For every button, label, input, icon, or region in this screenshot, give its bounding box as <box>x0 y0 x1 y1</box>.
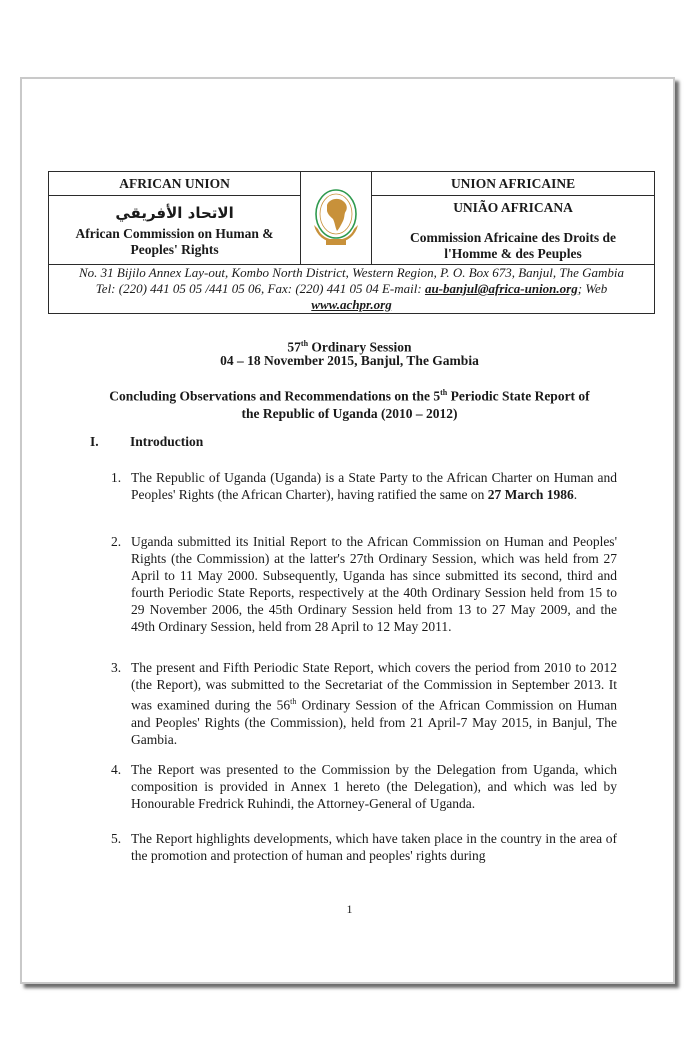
arabic-title: الاتحاد الأفريقي <box>115 204 234 222</box>
paragraph-5: 5. The Report highlights developments, which have taken place in the country in the area of the promotion and protection of human and peoples' rights during <box>111 831 617 863</box>
section-heading: I. Introduction <box>90 434 204 449</box>
paragraph-2: 2. Uganda submitted its Initial Report to the African Commission on Human and Peoples' Rights (the Commission) at the latter's 27th Ordinary Session, which was held from 27 April to 11 May 2000. Subsequently, Uganda has since submitted its second, third and fourth Periodic State Reports, respectively at the 40th Ordinary Session held from 15 to 29 November 2006, the 45th Ordinary Session held from 13 to 27 May 2009, and the 49th Ordinary Session, held from 28 April to 12 May 2011. <box>111 534 617 634</box>
paragraph-3: 3. The present and Fifth Periodic State Report, which covers the period from 2010 to 2012 (the Report), was submitted to the Secretariat of the Commission in September 2013. It was examined during the 56th Ordinary Session of the African Commission on Human and Peoples' Rights (the Commission), held from 21 April-7 May 2015, in Banjul, The Gambia. <box>111 660 617 747</box>
address-line: No. 31 Bijilo Annex Lay-out, Kombo North District, Western Region, P. O. Box 673, Banjul, The Gambia <box>78 265 625 280</box>
page-number: 1 <box>346 902 353 916</box>
website-link[interactable]: www.achpr.org <box>311 297 392 312</box>
document-title: Concluding Observations and Recommendations on the 5th Periodic State Report of the Republic of Uganda (2010 – 2012) <box>109 388 590 421</box>
document-page <box>20 77 675 984</box>
session-heading: 57th Ordinary Session <box>287 339 412 355</box>
letterhead-table <box>48 171 655 314</box>
african-union-title: AFRICAN UNION <box>49 172 301 196</box>
email-link[interactable]: au-banjul@africa-union.org <box>424 281 578 296</box>
commission-name-fr: Commission Africaine des Droits de l'Homme & des Peuples <box>410 230 616 261</box>
address-cell: No. 31 Bijilo Annex Lay-out, Kombo North District, Western Region, P. O. Box 673, Banjul, The Gambia Tel: (220) 441 05 05 /441 05 06, Fax: (220) 441 05 04 E-mail: au-banjul@africa-union.org; Web www.achpr.org <box>49 265 655 314</box>
commission-name-en: African Commission on Human & Peoples' Rights <box>75 226 274 257</box>
african-union-emblem-icon <box>308 185 364 251</box>
uniao-africana-title: UNIÃO AFRICANA <box>453 200 573 215</box>
paragraph-1: 1. The Republic of Uganda (Uganda) is a State Party to the African Charter on Human and Peoples' Rights (the African Charter), having ratified the same on 27 March 1986. <box>111 470 617 502</box>
right-commission-cell <box>372 196 655 265</box>
union-africaine-title: UNION AFRICAINE <box>372 172 655 196</box>
paragraph-4: 4. The Report was presented to the Commission by the Delegation from Uganda, which composition is provided in Annex 1 hereto (the Delegation), and which was led by Honourable Fredrick Ruhindi, the Attorney-General of Uganda. <box>111 762 617 811</box>
session-dates: 04 – 18 November 2015, Banjul, The Gambia <box>220 353 479 368</box>
left-commission-cell <box>49 196 301 265</box>
contact-line: Tel: (220) 441 05 05 /441 05 06, Fax: (220) 441 05 04 E-mail: <box>95 281 425 296</box>
emblem-cell <box>301 172 372 265</box>
